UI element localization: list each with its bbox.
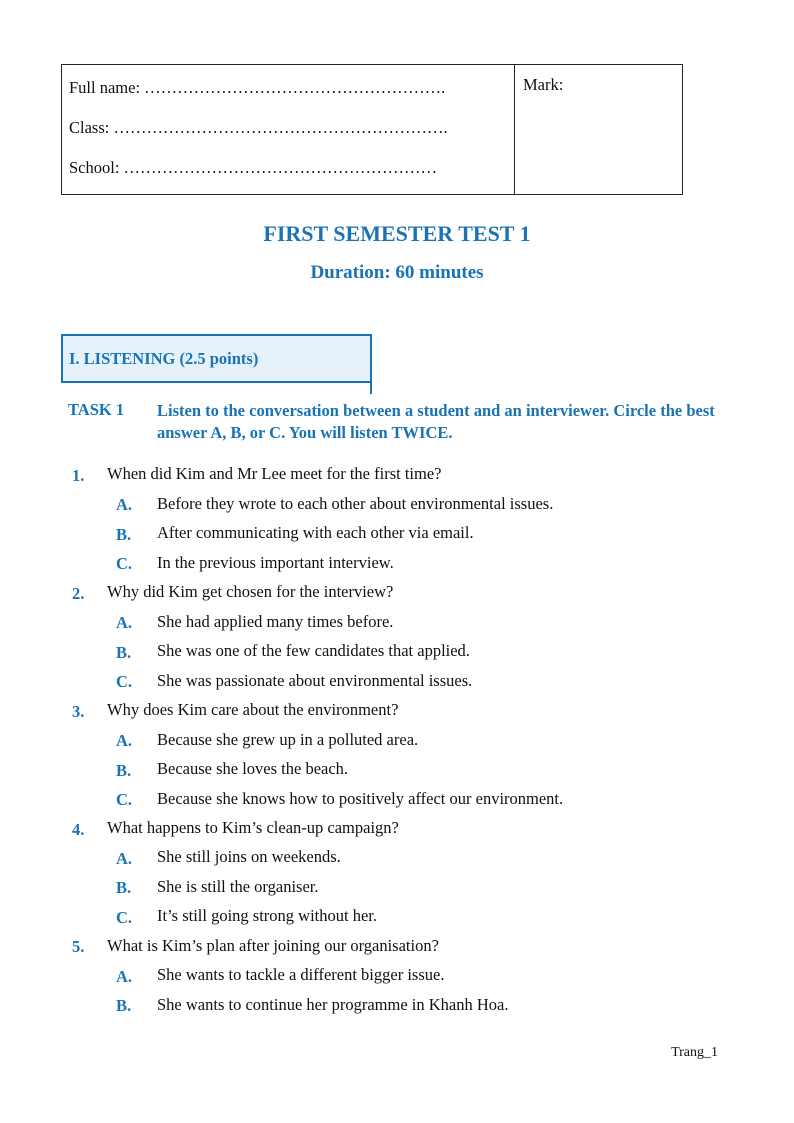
question-number: 2. (72, 584, 85, 603)
option-letter: C. (116, 790, 133, 809)
option-letter: A. (116, 731, 133, 750)
section-title: I. LISTENING (2.5 points) (69, 349, 259, 368)
option-text: Because she knows how to positively affect our environment. (157, 789, 564, 808)
option-letter: B. (116, 761, 132, 780)
question-number: 5. (72, 937, 85, 956)
full-name-field: Full name: ………………………………………………. (69, 78, 446, 97)
option-text: In the previous important interview. (157, 553, 394, 572)
task-instruction: Listen to the conversation between a student and an interviewer. Circle the best answer A, B, or C. You will listen TWICE. (157, 401, 715, 442)
option-text: She wants to tackle a different bigger issue. (157, 965, 445, 984)
option-letter: A. (116, 613, 133, 632)
option-letter: C. (116, 672, 133, 691)
option-letter: B. (116, 878, 132, 897)
page-number: Trang_1 (671, 1045, 718, 1060)
option-text: She is still the organiser. (157, 877, 319, 896)
option-letter: B. (116, 525, 132, 544)
student-info-cell (62, 65, 515, 194)
option-letter: A. (116, 967, 133, 986)
question-text: Why did Kim get chosen for the interview? (107, 582, 394, 601)
section-heading-box (61, 334, 372, 383)
test-duration: Duration: 60 minutes (310, 262, 484, 283)
option-letter: C. (116, 908, 133, 927)
question-number: 4. (72, 820, 85, 839)
option-letter: A. (116, 849, 133, 868)
class-field: Class: ……………………………………………………. (69, 118, 448, 137)
option-text: She still joins on weekends. (157, 847, 341, 866)
option-text: She was passionate about environmental issues. (157, 671, 473, 690)
mark-label: Mark: (523, 75, 564, 94)
question-text: Why does Kim care about the environment? (107, 700, 399, 719)
option-text: Because she loves the beach. (157, 759, 349, 778)
task-label: TASK 1 (68, 400, 125, 419)
option-letter: B. (116, 643, 132, 662)
option-letter: C. (116, 554, 133, 573)
question-text: When did Kim and Mr Lee meet for the first time? (107, 464, 442, 483)
option-text: Because she grew up in a polluted area. (157, 730, 419, 749)
option-text: She had applied many times before. (157, 612, 394, 631)
student-info-table (61, 64, 683, 195)
question-text: What is Kim’s plan after joining our organisation? (107, 936, 439, 955)
school-field: School: ………………………………………………… (69, 158, 438, 177)
test-title: FIRST SEMESTER TEST 1 (263, 221, 531, 246)
option-text: She was one of the few candidates that applied. (157, 641, 470, 660)
option-text: After communicating with each other via email. (157, 523, 474, 542)
option-letter: A. (116, 495, 133, 514)
mark-cell (515, 65, 682, 194)
question-number: 1. (72, 466, 85, 485)
question-text: What happens to Kim’s clean-up campaign? (107, 818, 399, 837)
option-text: Before they wrote to each other about environmental issues. (157, 494, 554, 513)
question-number: 3. (72, 702, 85, 721)
option-letter: B. (116, 996, 132, 1015)
option-text: She wants to continue her programme in Khanh Hoa. (157, 995, 509, 1014)
option-text: It’s still going strong without her. (157, 906, 378, 925)
